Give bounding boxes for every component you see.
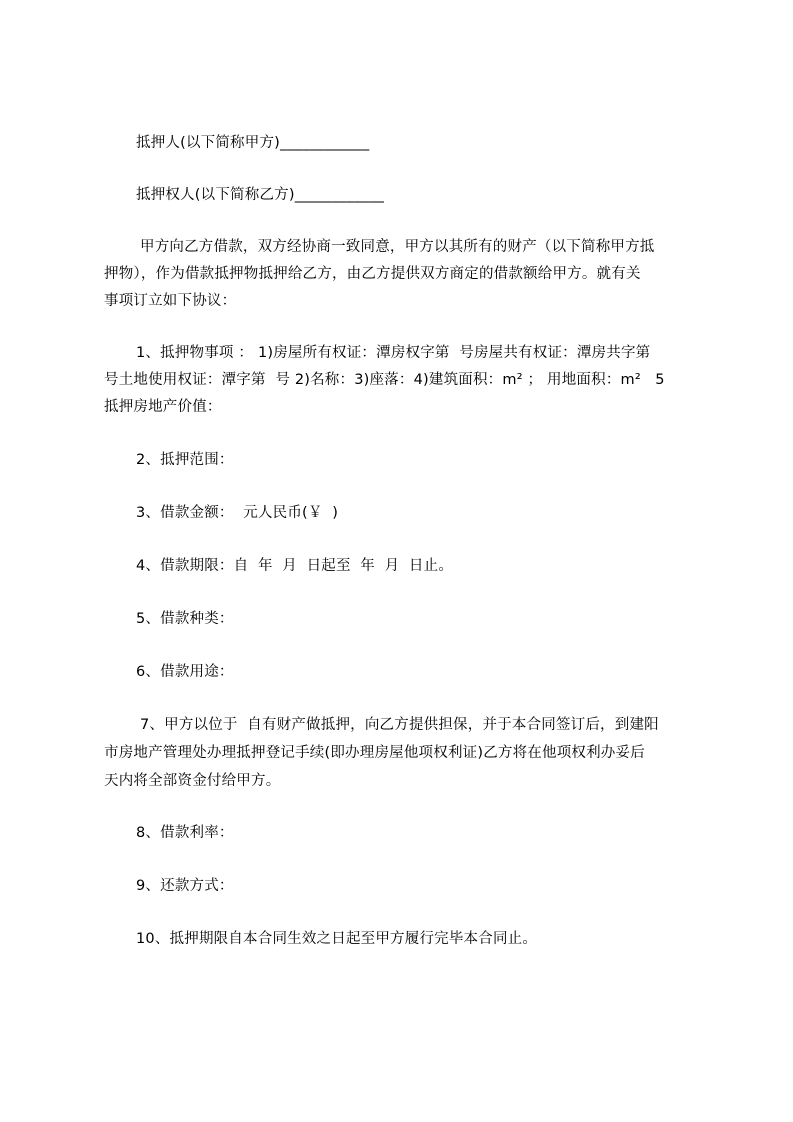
clause-3: 3、借款金额： 元人民币(￥ ) [136, 505, 339, 521]
mortgagor-line: 抵押人(以下简称甲方)____________ [136, 135, 370, 151]
mortgagee-line: 抵押权人(以下简称乙方)____________ [136, 187, 385, 203]
clause-4: 4、借款期限：自 年 月 日起至 年 月 日止。 [136, 558, 454, 574]
clause-1-line-2: 号土地使用权证：潭字第 号 2)名称：3)座落：4)建筑面积：m² ； 用地面积：m² 5 [104, 372, 665, 388]
clause-7-line-2: 市房地产管理处办理抵押登记手续(即办理房屋他项权利证)乙方将在他项权利办妥后 [104, 745, 645, 761]
clause-6: 6、借款用途： [136, 664, 234, 680]
clause-7-line-3: 天内将全部资金付给甲方。 [104, 773, 281, 789]
intro-paragraph-line-2: 押物），作为借款抵押物抵押给乙方，由乙方提供双方商定的借款额给甲方。就有关 [104, 266, 641, 282]
clause-10: 10、抵押期限自本合同生效之日起至甲方履行完毕本合同止。 [136, 931, 538, 947]
clause-7-line-1: 7、甲方以位于 自有财产做抵押，向乙方提供担保，并于本合同签订后，到建阳 [140, 717, 659, 733]
clause-1-line-3: 抵押房地产价值： [104, 399, 222, 415]
clause-9: 9、还款方式： [136, 878, 234, 894]
clause-1-line-1: 1、抵押物事项 ： 1)房屋所有权证：潭房权字第 号房屋共有权证：潭房共字第 [136, 345, 651, 361]
intro-paragraph-line-3: 事项订立如下协议： [104, 293, 237, 309]
clause-5: 5、借款种类： [136, 611, 234, 627]
clause-8: 8、借款利率： [136, 825, 234, 841]
intro-paragraph-line-1: 甲方向乙方借款，双方经协商一致同意，甲方以其所有的财产（以下简称甲方抵 [140, 239, 655, 255]
clause-2: 2、抵押范围： [136, 452, 234, 468]
